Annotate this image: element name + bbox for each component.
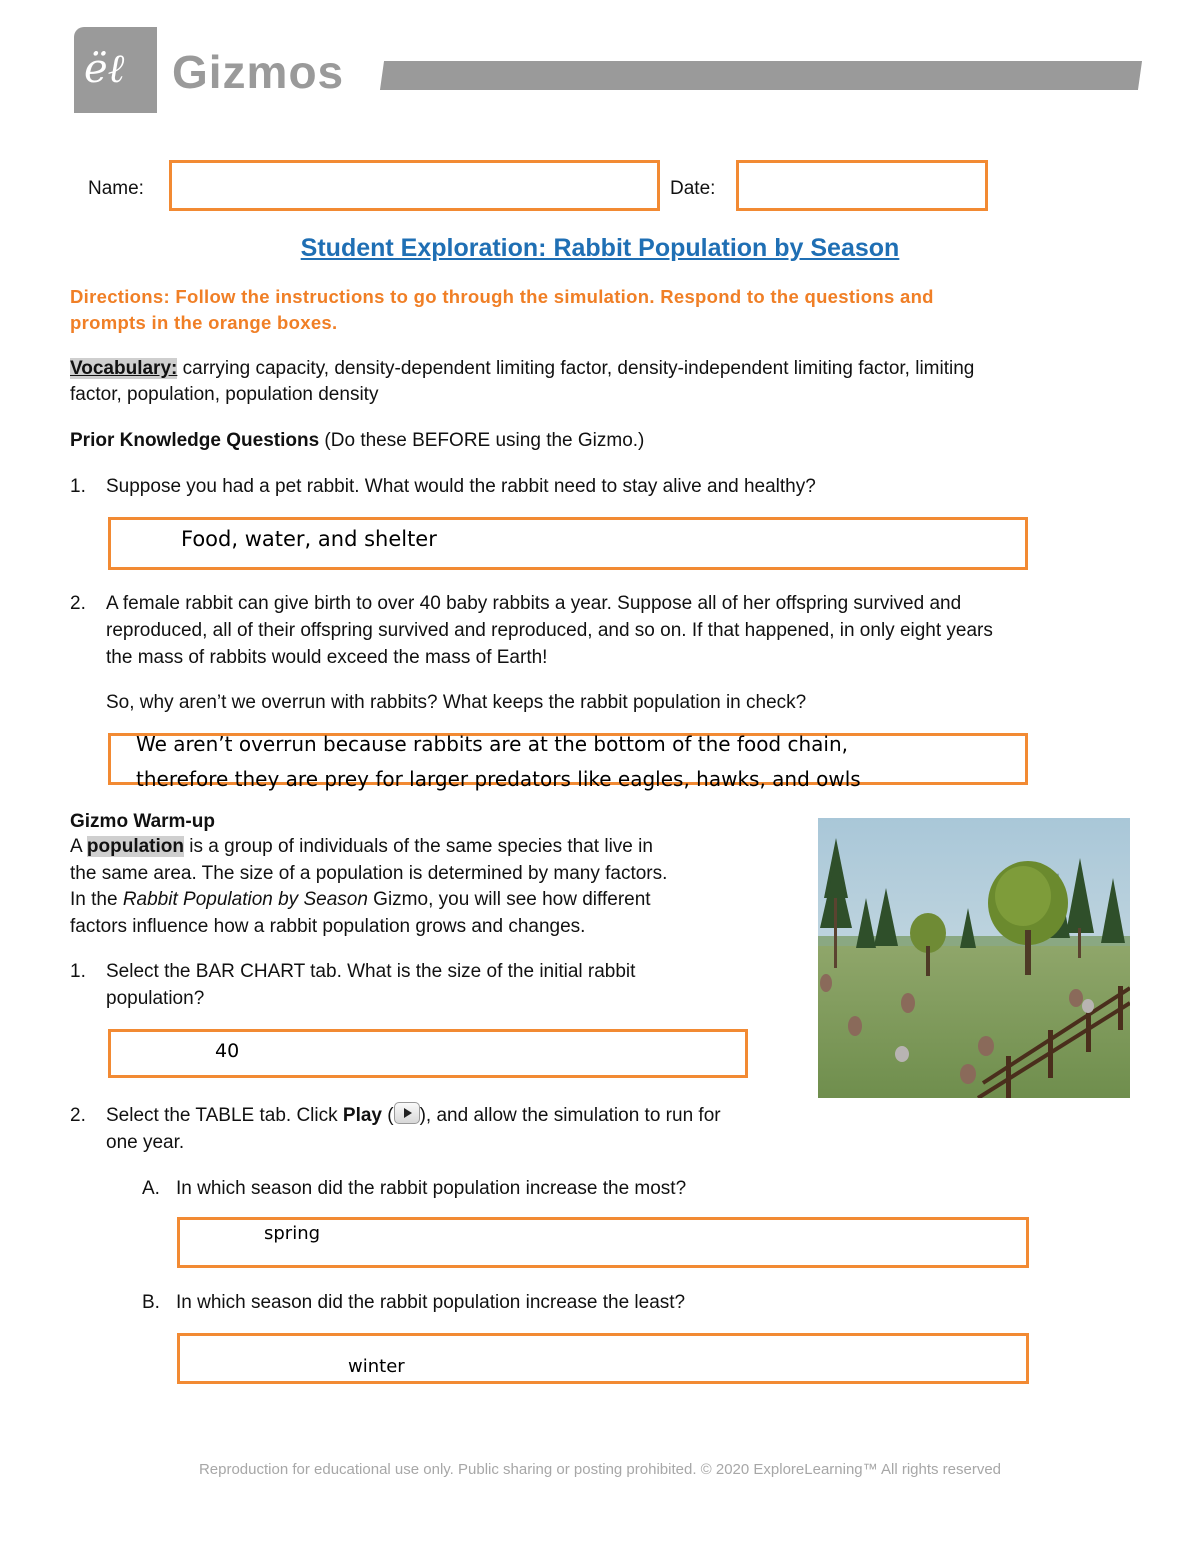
- answer-box-warmup-2a[interactable]: [177, 1217, 1029, 1268]
- sub-question-text: In which season did the rabbit population increase the most?: [176, 1178, 687, 1199]
- text: A: [70, 836, 87, 857]
- question-text-line-1: Select the BAR CHART tab. What is the size of the initial rabbit: [106, 961, 636, 982]
- page-title: Student Exploration: Rabbit Population by Season: [300, 234, 900, 262]
- question-text: Suppose you had a pet rabbit. What would the rabbit need to stay alive and healthy?: [106, 476, 816, 497]
- sub-question-letter: A.: [142, 1178, 160, 1199]
- text: (: [382, 1105, 394, 1126]
- answer-box-prior-1[interactable]: [108, 517, 1028, 570]
- logo-glyph: ëℓ: [84, 46, 125, 92]
- play-label: Play: [342, 1105, 382, 1126]
- text: Gizmo, you will see how different: [367, 889, 651, 910]
- question-text-line-2: one year.: [106, 1132, 185, 1153]
- rabbit-meadow-image: [818, 818, 1130, 1098]
- text: ), and allow the simulation to run for: [419, 1105, 721, 1126]
- vocabulary-label: Vocabulary:: [70, 358, 178, 379]
- text: In the: [70, 889, 123, 910]
- answer-text-line-1: We aren’t overrun because rabbits are at the bottom of the food chain,: [136, 732, 849, 756]
- vocabulary: [70, 355, 974, 382]
- question-text-line-2: reproduced, all of their offspring survived and reproduced, and so on. If that happened, in only eight years: [106, 620, 993, 641]
- question-number: 1.: [70, 961, 86, 982]
- warmup-heading: Gizmo Warm-up: [70, 811, 215, 832]
- sub-question-letter: B.: [142, 1292, 160, 1313]
- logo: [74, 27, 157, 113]
- header-bar: [380, 61, 1142, 90]
- question-number: 2.: [70, 1105, 86, 1126]
- play-icon[interactable]: [394, 1102, 420, 1124]
- gizmo-name: Rabbit Population by Season: [122, 889, 368, 910]
- term-population: population: [86, 836, 184, 857]
- prior-heading-text: Prior Knowledge Questions: [70, 430, 320, 451]
- warmup-paragraph-line-4: factors influence how a rabbit population grows and changes.: [70, 916, 586, 937]
- prior-knowledge-heading: [70, 427, 644, 454]
- vocabulary-line-2: factor, population, population density: [70, 384, 379, 405]
- date-label: Date:: [670, 178, 716, 199]
- warmup-paragraph-line-1: [70, 833, 653, 860]
- footer-copyright: Reproduction for educational use only. Public sharing or posting prohibited. © 2020 ExploreLearning™ All rights reserved: [198, 1461, 1002, 1478]
- answer-text: Food, water, and shelter: [181, 527, 437, 551]
- question-followup: So, why aren’t we overrun with rabbits? What keeps the rabbit population in check?: [106, 692, 807, 713]
- name-field[interactable]: [169, 160, 660, 211]
- question-text-line-2: population?: [106, 988, 205, 1009]
- question-text-line-1: [106, 1102, 721, 1129]
- directions-line-2: prompts in the orange boxes.: [70, 312, 338, 333]
- answer-text: 40: [215, 1040, 240, 1062]
- gizmo-screenshot: [818, 818, 1130, 1098]
- warmup-paragraph-line-2: the same area. The size of a population is determined by many factors.: [70, 863, 668, 884]
- warmup-paragraph-line-3: [70, 886, 651, 913]
- text: Select the TABLE tab. Click: [106, 1105, 343, 1126]
- directions-line-1: Directions: Follow the instructions to go through the simulation. Respond to the questions and: [70, 286, 934, 307]
- question-text-line-1: A female rabbit can give birth to over 40 baby rabbits a year. Suppose all of her offspring survived and: [106, 593, 962, 614]
- text: is a group of individuals of the same species that live in: [184, 836, 653, 857]
- question-number: 1.: [70, 476, 86, 497]
- prior-note: (Do these BEFORE using the Gizmo.): [319, 430, 645, 451]
- brand-name: Gizmos: [172, 46, 345, 98]
- answer-box-warmup-1[interactable]: [108, 1029, 748, 1078]
- sub-question-text: In which season did the rabbit population increase the least?: [176, 1292, 686, 1313]
- answer-text: spring: [264, 1223, 321, 1244]
- vocabulary-terms: carrying capacity, density-dependent limiting factor, density-independent limiting factor, limiting: [177, 358, 975, 379]
- answer-box-warmup-2b[interactable]: [177, 1333, 1029, 1384]
- question-text-line-3: the mass of rabbits would exceed the mass of Earth!: [106, 647, 548, 668]
- name-label: Name:: [88, 178, 144, 199]
- date-field[interactable]: [736, 160, 988, 211]
- answer-text: winter: [348, 1356, 405, 1377]
- answer-text-line-2: therefore they are prey for larger predators like eagles, hawks, and owls: [136, 767, 861, 791]
- question-number: 2.: [70, 593, 86, 614]
